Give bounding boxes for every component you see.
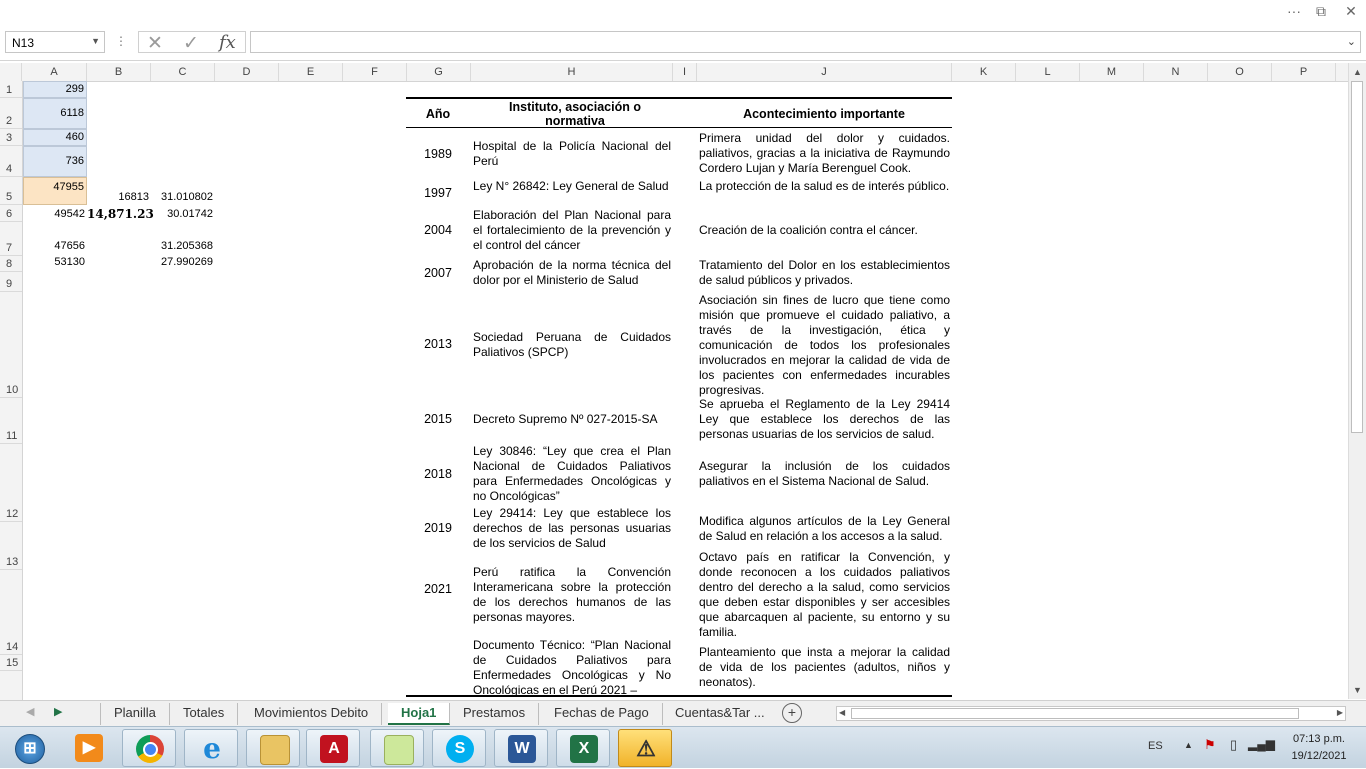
taskbar-acrobat[interactable]: [306, 729, 360, 767]
year-cell: 2007: [424, 266, 452, 280]
row-headers: [0, 81, 23, 701]
column-header[interactable]: H: [471, 63, 673, 81]
battery-icon[interactable]: ▯: [1230, 737, 1238, 752]
internet-explorer-icon: e: [203, 732, 221, 765]
enter-icon[interactable]: ✓: [183, 33, 199, 54]
cell-C6[interactable]: 30.01742: [167, 208, 213, 220]
show-hidden-icons-icon[interactable]: ▲: [1184, 740, 1193, 750]
tab-planilla[interactable]: Planilla: [100, 703, 170, 725]
cell-C5[interactable]: 31.010802: [161, 191, 213, 203]
institute-cell: Decreto Supremo Nº 027-2015-SA: [473, 412, 658, 426]
cell-A5[interactable]: 47955: [23, 177, 87, 205]
header-event: Acontecimiento importante: [743, 107, 905, 121]
column-header[interactable]: N: [1144, 63, 1208, 81]
chrome-icon: [136, 735, 164, 763]
acrobat-icon: A: [320, 735, 348, 763]
scroll-right-icon[interactable]: ▶: [1336, 708, 1343, 717]
prev-sheet-icon[interactable]: ◀: [26, 706, 35, 718]
row-header[interactable]: 3: [0, 129, 22, 146]
word-icon: W: [508, 735, 536, 763]
cell-A2[interactable]: 6118: [23, 98, 87, 129]
year-cell: 2004: [424, 223, 452, 237]
worksheet-grid[interactable]: [0, 63, 1348, 699]
institute-cell: Ley N° 26842: Ley General de Salud: [473, 179, 669, 193]
file-explorer-icon: [260, 735, 290, 765]
event-cell: Creación de la coalición contra el cáncer.: [699, 223, 918, 237]
taskbar: [0, 726, 1366, 768]
column-header[interactable]: C: [151, 63, 215, 81]
system-tray: [1136, 727, 1366, 769]
tab-prestamos[interactable]: Prestamos: [450, 703, 539, 725]
row-header[interactable]: 15: [0, 655, 22, 671]
cancel-icon[interactable]: ✕: [147, 33, 163, 54]
column-header[interactable]: G: [407, 63, 471, 81]
cell-A8[interactable]: 53130: [54, 256, 85, 268]
column-header[interactable]: B: [87, 63, 151, 81]
year-cell: 2021: [424, 582, 452, 596]
taskbar-word[interactable]: [494, 729, 548, 767]
close-icon[interactable]: ✕: [1345, 3, 1357, 19]
title-strip: [0, 0, 1366, 28]
add-sheet-icon[interactable]: +: [782, 703, 802, 723]
institute-cell: Sociedad Peruana de Cuidados Paliativos (SPCP): [473, 330, 671, 359]
horizontal-scroll-thumb[interactable]: [851, 708, 1299, 719]
row-header[interactable]: 2: [0, 98, 22, 129]
institute-cell: Ley 30846: “Ley que crea el Plan Nacional de Cuidados Paliativos para Enfermedades Oncológicas y no Oncológicas”: [473, 444, 671, 503]
year-cell: 2015: [424, 412, 452, 426]
column-header[interactable]: J: [697, 63, 952, 81]
taskbar-chrome[interactable]: [122, 729, 176, 767]
vertical-scrollbar[interactable]: [1348, 63, 1366, 699]
taskbar-sticky-notes[interactable]: [370, 729, 424, 767]
event-cell: Asegurar la inclusión de los cuidados paliativos en el Sistema Nacional de Salud.: [699, 459, 950, 488]
institute-cell: Elaboración del Plan Nacional para el fortalecimiento de la prevención y el control del cáncer: [473, 208, 671, 252]
column-header[interactable]: I: [673, 63, 697, 81]
restore-icon[interactable]: ⧉: [1316, 3, 1326, 19]
row-header[interactable]: 4: [0, 146, 22, 177]
cell-A4[interactable]: 736: [23, 146, 87, 177]
row-header[interactable]: 5: [0, 177, 22, 205]
row-header[interactable]: 6: [0, 205, 22, 222]
tab-cuentas-tar[interactable]: Cuentas&Tar ...: [675, 705, 765, 720]
clock-date[interactable]: 19/12/2021: [1291, 750, 1347, 762]
header-year: Año: [425, 107, 451, 121]
scroll-thumb[interactable]: [1351, 81, 1363, 433]
table-top-border: [406, 97, 952, 99]
column-header[interactable]: O: [1208, 63, 1272, 81]
chevron-down-icon[interactable]: ▼: [91, 36, 100, 46]
tab-movimientos-debito[interactable]: Movimientos Debito: [241, 703, 382, 725]
start-orb-icon: ⊞: [15, 734, 45, 764]
taskbar-file-explorer[interactable]: [246, 729, 300, 767]
more-options-icon[interactable]: ···: [1287, 3, 1301, 19]
event-cell: Modifica algunos artículos de la Ley General de Salud en relación a los accesos a la salud.: [699, 514, 950, 543]
taskbar-warning-window[interactable]: [618, 729, 672, 767]
column-header[interactable]: E: [279, 63, 343, 81]
scroll-left-icon[interactable]: ◀: [839, 708, 846, 717]
row-header[interactable]: 8: [0, 256, 22, 272]
warning-icon: ⚠: [636, 736, 656, 761]
year-cell: 1997: [424, 186, 452, 200]
expand-formula-icon[interactable]: ⌄: [1346, 36, 1356, 48]
cell-C7[interactable]: 31.205368: [161, 240, 213, 252]
event-cell: Tratamiento del Dolor en los establecimientos de salud públicos y privados.: [699, 258, 950, 287]
tab-hoja1[interactable]: Hoja1: [388, 703, 450, 725]
year-cell: 1989: [424, 147, 452, 161]
event-cell: Se aprueba el Reglamento de la Ley 29414 Ley que establece los derechos de las personas usuarias de los servicios de salud.: [699, 397, 950, 441]
start-button[interactable]: [2, 729, 56, 767]
institute-cell: Documento Técnico: “Plan Nacional de Cuidados Paliativos para Enfermedades Oncológicas y No Oncológicas en el Perú 2021 –: [473, 638, 671, 697]
header-institute: Instituto, asociación o normativa: [509, 100, 641, 128]
cell-A1[interactable]: 299: [23, 81, 87, 98]
taskbar-skype[interactable]: [432, 729, 486, 767]
cell-B5[interactable]: 16813: [118, 191, 149, 203]
cell-B6[interactable]: 14,871.23: [87, 207, 154, 221]
taskbar-internet-explorer[interactable]: [184, 729, 238, 767]
row-header[interactable]: 12: [0, 444, 22, 522]
row-header[interactable]: 14: [0, 570, 22, 655]
scroll-down-icon[interactable]: ▼: [1353, 685, 1362, 695]
column-header[interactable]: P: [1272, 63, 1336, 81]
language-indicator[interactable]: ES: [1148, 740, 1163, 752]
name-box-value: N13: [12, 36, 35, 50]
row-header[interactable]: 10: [0, 292, 22, 398]
excel-icon: X: [570, 735, 598, 763]
event-cell: Primera unidad del dolor y cuidados. paliativos, gracias a la iniciativa de Raymundo Cordero Lujan y María Berenguel Cook.: [699, 131, 950, 175]
column-header[interactable]: K: [952, 63, 1016, 81]
signal-icon[interactable]: ▂▄▆: [1248, 737, 1275, 751]
scroll-up-icon[interactable]: ▲: [1353, 67, 1362, 77]
tab-fechas-de-pago[interactable]: Fechas de Pago: [541, 703, 663, 725]
next-sheet-icon[interactable]: ▶: [54, 706, 63, 718]
year-cell: 2013: [424, 337, 452, 351]
event-cell: Octavo país en ratificar la Convención, y donde reconocen a los cuidados paliativos dentro del derecho a la salud, como servicios que deben estar disponibles y ser accesibles que abarcaquen al paciente, su entorno y su familia.: [699, 550, 950, 639]
institute-cell: Ley 29414: Ley que establece los derechos de las personas usuarias de los servicios de Salud: [473, 506, 671, 550]
row-header[interactable]: 13: [0, 522, 22, 570]
row-header[interactable]: 11: [0, 398, 22, 444]
column-header[interactable]: D: [215, 63, 279, 81]
cell-A3[interactable]: 460: [23, 129, 87, 146]
horizontal-scrollbar[interactable]: [836, 706, 1346, 721]
event-cell: Asociación sin fines de lucro que tiene como misión que promueve el cuidado paliativo, a través de la investigación, ética y comunicación de todos los profesionales involucrados en mejorar la calidad de vida de los pacientes con enfermedades incurables progresivas.: [699, 293, 950, 397]
name-box[interactable]: [5, 31, 105, 53]
sheet-tab-bar: [0, 700, 1366, 726]
formula-bar-grip-icon[interactable]: ⋮: [115, 34, 127, 48]
institute-cell: Hospital de la Policía Nacional del Perú: [473, 139, 671, 168]
skype-icon: S: [446, 735, 474, 763]
institute-cell: Perú ratifica la Convención Interamericana sobre la protección de los derechos humanos de las personas mayores.: [473, 565, 671, 624]
formula-input[interactable]: [250, 31, 1361, 53]
formula-buttons: [138, 31, 246, 53]
select-all-corner[interactable]: [0, 63, 22, 81]
column-header[interactable]: L: [1016, 63, 1080, 81]
sticky-notes-icon: [384, 735, 414, 765]
row-header[interactable]: 9: [0, 272, 22, 292]
tab-totales[interactable]: Totales: [170, 703, 238, 725]
column-header[interactable]: F: [343, 63, 407, 81]
column-headers: [0, 63, 1348, 82]
history-table[interactable]: [406, 97, 952, 697]
network-error-icon[interactable]: ⚑: [1204, 737, 1216, 752]
year-cell: 2019: [424, 521, 452, 535]
media-player-icon: ▶: [75, 734, 103, 762]
institute-cell: Aprobación de la norma técnica del dolor por el Ministerio de Salud: [473, 258, 671, 287]
row-header[interactable]: 7: [0, 222, 22, 256]
cell-C8[interactable]: 27.990269: [161, 256, 213, 268]
insert-function-icon[interactable]: fx: [219, 32, 236, 53]
column-header[interactable]: M: [1080, 63, 1144, 81]
row-header[interactable]: 1: [0, 81, 22, 98]
cell-A6[interactable]: 49542: [54, 208, 85, 220]
taskbar-media-player[interactable]: [62, 729, 116, 767]
column-header[interactable]: A: [22, 63, 87, 81]
cell-A7[interactable]: 47656: [54, 240, 85, 252]
event-cell: Planteamiento que insta a mejorar la calidad de vida de los pacientes (adultos, niños y neonatos).: [699, 645, 950, 689]
event-cell: La protección de la salud es de interés público.: [699, 179, 950, 193]
table-header-border: [406, 127, 952, 128]
year-cell: 2018: [424, 467, 452, 481]
clock-time[interactable]: 07:13 p.m.: [1293, 733, 1345, 745]
formula-bar: [0, 28, 1366, 61]
taskbar-excel[interactable]: [556, 729, 610, 767]
